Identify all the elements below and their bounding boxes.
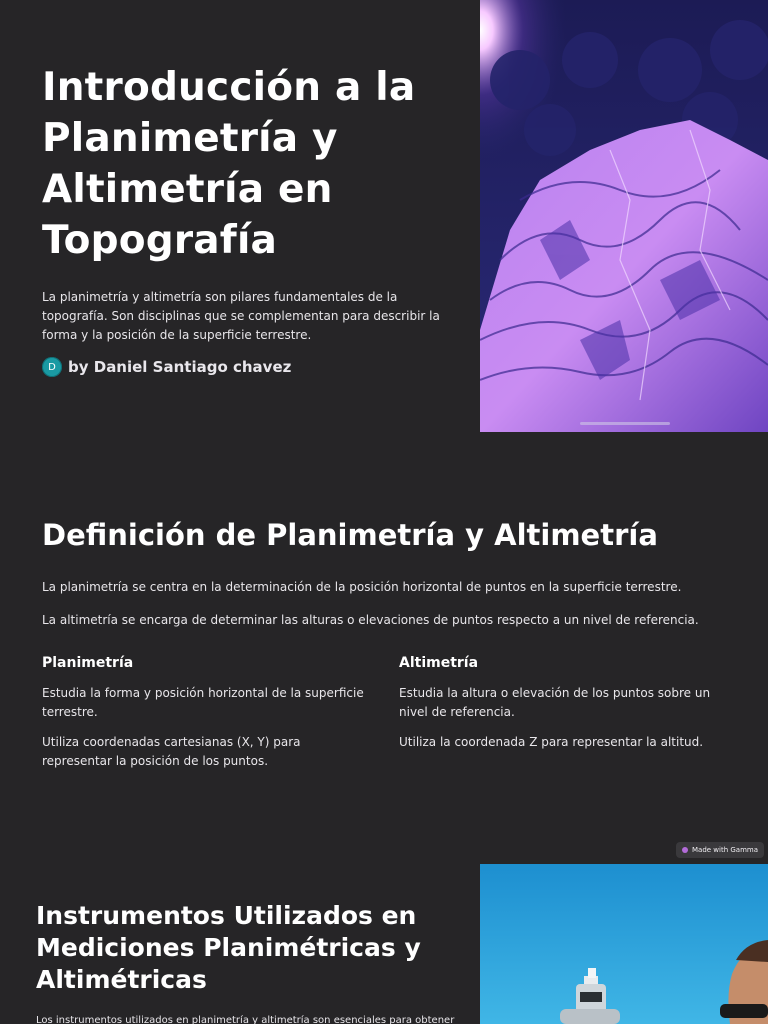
instruments-title: Instrumentos Utilizados en Mediciones Planimétricas y Altimétricas [36,901,421,994]
mountain-terrain-image [480,0,768,432]
column-item: Estudia la altura o elevación de los puntos sobre un nivel de referencia. [399,686,711,719]
gamma-logo-icon [682,847,688,853]
definition-paragraph-1: La planimetría se centra en la determinación de la posición horizontal de puntos en la superficie terrestre. [42,580,682,594]
column-title: Planimetría [42,655,134,671]
instruments-description: Los instrumentos utilizados en planimetría y altimetría son esenciales para obtener [36,1015,455,1024]
slide-intro [0,0,768,432]
column-title: Altimetría [399,655,479,671]
surveyor-instrument-image [480,864,768,1024]
definition-paragraph-2: La altimetría se encarga de determinar las alturas o elevaciones de puntos respecto a un nivel de referencia. [42,613,699,627]
intro-text-block [42,62,452,377]
made-with-gamma-badge[interactable] [676,842,764,858]
author-name: by Daniel Santiago chavez [68,358,292,376]
surveyor-illustration [480,864,768,1024]
slide-definition [0,432,768,864]
author-line [42,357,452,377]
definition-title: Definición de Planimetría y Altimetría [42,518,658,552]
slide-instruments [0,864,768,1024]
intro-title: Introducción a la Planimetría y Altimetría en Topografía [42,65,416,263]
column-altimetria [399,654,729,763]
column-item: Utiliza la coordenada Z para representar la altitud. [399,735,704,749]
terrain-illustration [480,0,768,432]
column-item: Estudia la forma y posición horizontal de la superficie terrestre. [42,686,364,719]
avatar: D [42,357,62,377]
intro-description: La planimetría y altimetría son pilares fundamentales de la topografía. Son disciplinas que se complementan para describir la forma y la posición de la superficie terrestre. [42,290,440,342]
column-planimetria [42,654,372,782]
gamma-badge-label: Made with Gamma [692,846,759,854]
column-item: Utiliza coordenadas cartesianas (X, Y) para representar la posición de los puntos. [42,735,301,768]
